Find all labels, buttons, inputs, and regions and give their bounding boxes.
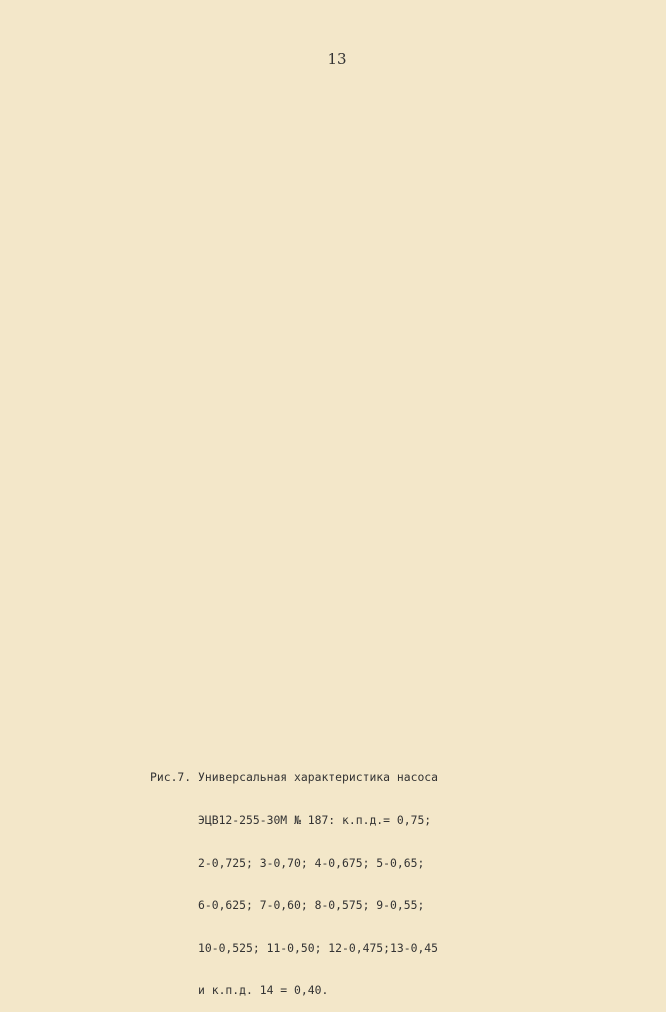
page-number: 13 bbox=[327, 50, 347, 68]
caption-line-2: ЭЦВ12-255-30М № 187: к.п.д.= 0,75; bbox=[150, 813, 432, 828]
caption-line-5: 10-0,525; 11-0,50; 12-0,475;13-0,45 bbox=[150, 940, 439, 955]
caption-line-3: 2-0,725; 3-0,70; 4-0,675; 5-0,65; bbox=[150, 855, 425, 870]
caption-line-4: 6-0,625; 7-0,60; 8-0,575; 9-0,55; bbox=[150, 898, 425, 913]
caption-line-1: Рис.7. Универсальная характеристика насоса bbox=[150, 770, 439, 785]
caption-line-6: и к.п.д. 14 = 0,40. bbox=[150, 983, 329, 998]
figure-caption bbox=[150, 742, 530, 1012]
